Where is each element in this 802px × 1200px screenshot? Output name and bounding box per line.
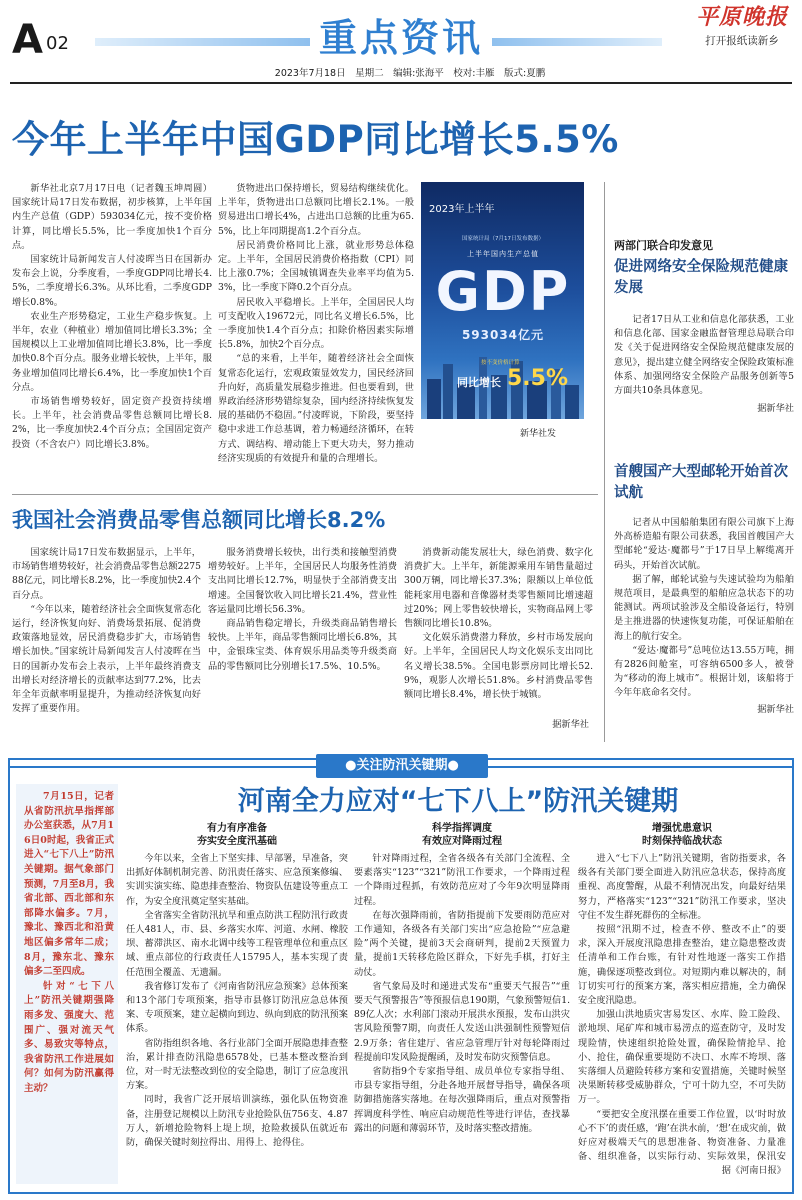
infographic-caption: 上半年国内生产总值 <box>467 250 539 258</box>
lead-paragraph: 居民收入平稳增长。上半年，全国居民人均可支配收入19672元，同比名义增长6.5%，比一季度加快1.4个百分点；扣除价格因素实际增长5.8%，加快2个百分点。 <box>218 296 414 351</box>
flood-banner <box>316 754 488 778</box>
sidebar-headline: 促进网络安全保险规范健康发展 <box>614 259 788 296</box>
flood-paragraph: 进入“七下八上”防汛关键期，省防指要求，各级各有关部门要全面进入防汛应急状态，保持高度重视、高度警醒，从最不利情况出发，向最好结果努力，严格落实“123”“321”防汛工作要求，坚决守住不发生群死群伤的全标准。 <box>578 853 786 921</box>
second-paragraph: 国家统计局17日发布数据显示，上半年，市场销售增势较好，社会消费品零售总额227588亿元，同比增长8.2%，比一季度加快2.4个百分点。 <box>12 547 201 601</box>
flood-source: 据《河南日报》 <box>721 1165 786 1176</box>
flood-subhead <box>354 822 570 848</box>
flood-subhead-line: 夯实安全度汛基础 <box>197 836 277 847</box>
lead-paragraph: 新华社北京7月17日电（记者魏玉坤周圆）国家统计局17日发布数据，初步核算，上半年国内生产总值（GDP）593034亿元，按不变价格计算，同比增长5.5%，比一季度加快1个百分点。 <box>12 183 212 251</box>
masthead-rule <box>10 82 792 84</box>
sidebar-kicker: 两部门联合印发意见 <box>614 239 713 252</box>
flood-subhead-line: 时刻保持临战状态 <box>642 836 722 847</box>
lead-paragraph: “总的来看，上半年，随着经济社会全面恢复常态化运行，宏观政策显效发力，国民经济回升向好，高质量发展稳步推进。但也要看到，世界政治经济形势错综复杂，国内经济持续恢复发展的基础仍不稳固。”付凌晖说，下阶段，要坚持稳中求进工作总基调，着力畅通经济循环，在转方式、调结构、增动能上下更大功夫，努力推动经济实现质的有效提升和量的合理增长。 <box>218 353 414 464</box>
flood-paragraph: 今年以来，全省上下坚实排、早部署，早准备，突出抓好体制机制完善、防汛责任落实、应急预案修编、实训实演实练、隐患排查整治、物资队伍建设等重点工作，为安全度汛奠定坚实基础。 <box>126 853 348 907</box>
flood-paragraph: 加强山洪地质灾害易发区、水库、险工险段、淤地坝、尾矿库和城市易涝点的巡查防守，及时发现险情，快速组织抢险处置，确保险情抢早、抢小、抢住，确保重要堤防不决口、水库不垮坝、落实落细人员避险转移方案和安置措施，关键时候坚决果断转移受威胁群众，宁可十防九空，不可失防万一。 <box>578 1009 786 1106</box>
lead-paragraph: 居民消费价格同比上涨，就业形势总体稳定。上半年，全国居民消费价格指数（CPI）同比上涨0.7%；全国城镇调查失业率平均值为5.3%，比一季度下降0.2个百分点。 <box>218 239 414 294</box>
flood-intro-text: 7月15日，记者从省防汛抗旱指挥部办公室获悉，从7月16日0时起，我省正式进入“七下八上”防汛关键期。据气象部门预测，7月至8月，我省北部、西北部和东部降水偏多。7月，豫北、豫西北和沿黄地区偏多常年二成；8月，豫东北、豫东偏多二至四成。 <box>24 791 114 978</box>
flood-subhead-line: 科学指挥调度 <box>432 823 492 834</box>
newspaper-logo <box>690 4 794 48</box>
flood-paragraph: 在每次强降雨前，省防指提前下发要雨防范应对工作通知，各级各有关部门实出“应急抢险”“应急避险”两个关键，提前3天会商研判，提前2天预置力量，提前1天转移危险区群众，下好先手棋，打好主动仗。 <box>354 909 570 978</box>
flood-col-body <box>354 852 570 1176</box>
second-paragraph: 服务消费增长较快，出行类和接触型消费增势较好。上半年，全国居民人均服务性消费支出同比增长12.7%，明显快于全部消费支出增速。全国餐饮收入同比增长21.4%，营业性客运量同比增长56.3%。 <box>208 547 397 615</box>
flood-headline: 河南全力应对“七下八上”防汛关键期 <box>237 786 679 817</box>
second-article-col-3 <box>404 546 593 718</box>
flood-paragraph: 省防指9个专家指导组、成员单位专家指导组、市县专家指导组，分赴各地开展督导指导，确保各项防御措施落实落地。在每次强降雨后，重点对预警指挥调度科学性、响应启动规范性等进行评估，查找暴露出的问题和薄弱环节，及时落实整改措施。 <box>354 1066 570 1134</box>
flood-subhead-line: 增强忧患意识 <box>652 823 712 834</box>
flood-paragraph: 省防指组织各地、各行业部门全面开展隐患排查整治，累计排查防汛隐患6578处，已基本整改整治到位，对一时无法整改到位的安全隐患，制订了应急度汛方案。 <box>126 1037 348 1092</box>
gdp-infographic <box>421 182 584 419</box>
flood-paragraph: 我省修订发布了《河南省防汛应急预案》总体预案和13个部门专项预案，指导市县修订防汛应急总体预案、专项预案，建立起横向到边、纵向到底的防汛预案体系。 <box>126 980 348 1035</box>
infographic-growth-label: 同比增长 <box>457 376 501 389</box>
second-paragraph: 文化娱乐消费潜力释放，乡村市场发展向好。上半年，全国居民人均文化娱乐支出同比名义增长38.5%。全国电影票房同比增长52.9%，观影人次增长51.8%。乡村消费品零售额同比增长8.4%，增长快于城镇。 <box>404 632 593 701</box>
sidebar-paragraph: 记者从中国船舶集团有限公司旗下上海外高桥造船有限公司获悉，我国首艘国产大型邮轮“爱达·魔都号”于17日早上解缆离开码头，开始首次试航。 <box>614 517 794 571</box>
second-paragraph: 商品销售稳定增长，升级类商品销售增长较快。上半年，商品零售额同比增长6.8%，其中，金银珠宝类、体育娱乐用品类等升级类商品的零售额同比分别增长17.5%、10.5%。 <box>208 618 397 672</box>
flood-paragraph: 同时，我省广泛开展培训演练，强化队伍物资准备，注册登记规模以上防汛专业抢险队伍756支、4.87万人，新增抢险物料上堤上坝，抢险救援队伍就近布防，确保关键时刻拉得出、用得上、抢得住。 <box>126 1094 348 1149</box>
page-letter: A <box>12 17 43 63</box>
flood-intro <box>24 790 114 1096</box>
flood-col-body <box>126 852 348 1176</box>
logo-slogan: 打开报纸读新乡 <box>705 35 779 47</box>
dateline: 2023年7月18日 星期二 编辑:张海平 校对:丰雁 版式:夏鹏 <box>274 68 546 79</box>
second-paragraph: 消费新动能发展壮大，绿色消费、数字化消费扩大。上半年，新能源乘用车销售量超过300万辆，同比增长37.3%；限额以上单位低能耗家用电器和音像器材类零售额同比增速超过20%；网上零售较快增长，实物商品网上零售额同比增长10.8%。 <box>404 547 593 630</box>
lead-article-col-2 <box>218 182 414 478</box>
sidebar-source: 据新华社 <box>757 703 794 715</box>
logo-wordmark: 平原晚报 <box>695 4 788 30</box>
lead-paragraph: 市场销售增势较好，固定资产投资持续增长。上半年，社会消费品零售总额同比增长8.2%，比一季度加快2.4个百分点；全国固定资产投资（不含农户）同比增长3.8%。 <box>12 396 212 450</box>
second-source: 据新华社 <box>552 719 589 730</box>
second-headline: 我国社会消费品零售总额同比增长8.2% <box>12 508 386 532</box>
sidebar-paragraph: 记者17日从工业和信息化部获悉，工业和信息化部、国家金融监督管理总局联合印发《关于促进网络安全保险规范健康发展的意见》，提出建立健全网络安全保险政策标准体系、加强网络安全保险产品服务创新等5方面共10条具体意见。 <box>614 314 794 397</box>
flood-paragraph: 省气象局及时和递进式发布“重要天气报告”“重要天气预警报告”等预报信息190期，气象预警短信1.89亿人次；水利部门滚动开展洪水预报，发布山洪灾害风险预警7期，向责任人发送山洪强制性预警短信2.9万条；省住建厅、省应急管理厅针对每轮降雨过程提前印发风险提醒函，及时发布防灾预警信息。 <box>354 980 570 1063</box>
masthead <box>0 0 802 79</box>
flood-subhead-line: 有效应对降雨过程 <box>422 836 502 847</box>
flood-subhead-line: 有力有序准备 <box>207 823 267 834</box>
flood-banner-text: 关注防汛关键期 <box>356 758 448 773</box>
sidebar-paragraph: 据了解，邮轮试验与失速试验均为船舶规范项目，是最典型的船舶应急状态下的功能测试。两项试验涉及全船设备运行，特别是主推进器的快速恢复功能，可保证船舶在海上的航行安全。 <box>614 573 794 642</box>
lead-paragraph: 农业生产形势稳定，工业生产稳步恢复。上半年，农业（种植业）增加值同比增长3.3%；全国规模以上工业增加值同比增长3.8%，比一季度加快0.8个百分点。服务业增长较快，上半年，服务业增加值同比增长6.4%，比一季度加快1个百分点。 <box>12 310 212 393</box>
sidebar-headline: 首艘国产大型邮轮开始首次试航 <box>614 464 788 501</box>
sidebar-cruise-ship <box>614 462 794 717</box>
sidebar-paragraph: “爱达·魔都号”总吨位达13.55万吨，拥有2826间舱室，可容纳6500多人，被誉为“移动的海上城市”。根据计划，该船将于今年年底命名交付。 <box>614 644 794 699</box>
banner-dot-icon: ● <box>447 758 459 773</box>
flood-paragraph: 针对降雨过程，全省各级各有关部门全流程、全要素落实“123”“321”防汛工作要求，一个降雨过程一个降雨过程抓，有效防范应对了今年9次明显降雨过程。 <box>354 853 570 907</box>
infographic-sub: 国家统计局（7月17日发布数据） <box>462 236 544 242</box>
page-number: 02 <box>46 33 69 54</box>
masthead-band-left <box>95 38 310 46</box>
flood-paragraph: 按照“汛期不过，检查不停、整改不止”的要求，深入开展度汛隐患排查整治，建立隐患整改责任清单和工作台账，有针对性地逐一落实工作措施，确保逐项整改到位。对短期内难以解决的，制订切实可行的预案方案，落实相应措施，全力确保安全度汛隐患。 <box>578 924 786 1007</box>
banner-dot-icon: ● <box>345 758 357 773</box>
infographic-small: 按不变价格计算 <box>481 360 520 366</box>
lead-headline: 今年上半年中国GDP同比增长5.5% <box>12 118 619 161</box>
lead-article-col-1 <box>12 182 212 478</box>
sidebar-body <box>614 516 794 701</box>
sidebar-body <box>614 313 794 398</box>
second-article-col-1 <box>12 546 201 732</box>
sidebar-source: 据新华社 <box>757 403 794 415</box>
flood-col-1 <box>126 822 348 1176</box>
infographic-growth-value: 5.5% <box>507 366 569 391</box>
flood-subhead <box>126 822 348 848</box>
section-title: 重点资讯 <box>318 16 483 60</box>
second-article-col-2 <box>208 546 397 732</box>
flood-col-body <box>578 852 786 1162</box>
flood-col-3 <box>578 822 786 1178</box>
flood-paragraph: “要把安全度汛摆在重要工作位置，以‘时时放心不下’的责任感，‘跑’在洪水前，‘想’在成灾前，做好应对极端天气的思想准备、物资准备、力量准备、组织准备，以实际行动、实际效果，保汛安 <box>578 1108 786 1162</box>
infographic-year: 2023年上半年 <box>429 204 495 215</box>
infographic-value: 593034亿元 <box>461 328 545 342</box>
infographic-credit: 新华社发 <box>520 429 557 439</box>
sidebar-cyber-insurance <box>614 238 794 416</box>
lead-paragraph: 国家统计局新闻发言人付凌晖当日在国新办发布会上说，分季度看，一季度GDP同比增长4.5%，二季度增长6.3%。从环比看，二季度GDP增长0.8%。 <box>12 254 212 308</box>
flood-paragraph: 全省落实全省防汛抗旱和重点防洪工程防汛行政责任人481人，市、县、乡落实水库、河道、水闸、橡胶坝、蓄滞洪区、南水北调中线等工程管理单位和重点区域、重点部位的行政责任人15795人，基本实现了责任范围全覆盖、无遗漏。 <box>126 909 348 978</box>
lead-paragraph: 货物进出口保持增长，贸易结构继续优化。上半年，货物进出口总额同比增长2.1%。一般贸易进出口增长4%，占进出口总额的比重为65.5%，比上年同期提高1.2个百分点。 <box>218 183 414 237</box>
flood-subhead <box>578 822 786 848</box>
masthead-band-right <box>492 38 662 46</box>
infographic-gdp: GDP <box>435 260 571 323</box>
flood-col-2 <box>354 822 570 1176</box>
sidebar-divider <box>604 182 605 742</box>
second-article-top-rule <box>12 494 598 495</box>
second-paragraph: “今年以来，随着经济社会全面恢复常态化运行，经济恢复向好、消费场景拓展、促消费政策落地显效，居民消费稳步扩大，市场销售增长加快。”国家统计局新闻发言人付凌晖在当日的国新办发布会上表示，上半年最终消费支出增长对经济增长的贡献率达到77.2%，比去年全年贡献率明显提升，为推动经济恢复向好发挥了重要作用。 <box>12 603 201 715</box>
flood-intro-question: 针对“七下八上”防汛关键期强降雨多发、强度大、范围广、强对流天气多、易致灾等特点，我省防汛工作进展如何？如何为防汛赢得主动？ <box>24 980 114 1094</box>
